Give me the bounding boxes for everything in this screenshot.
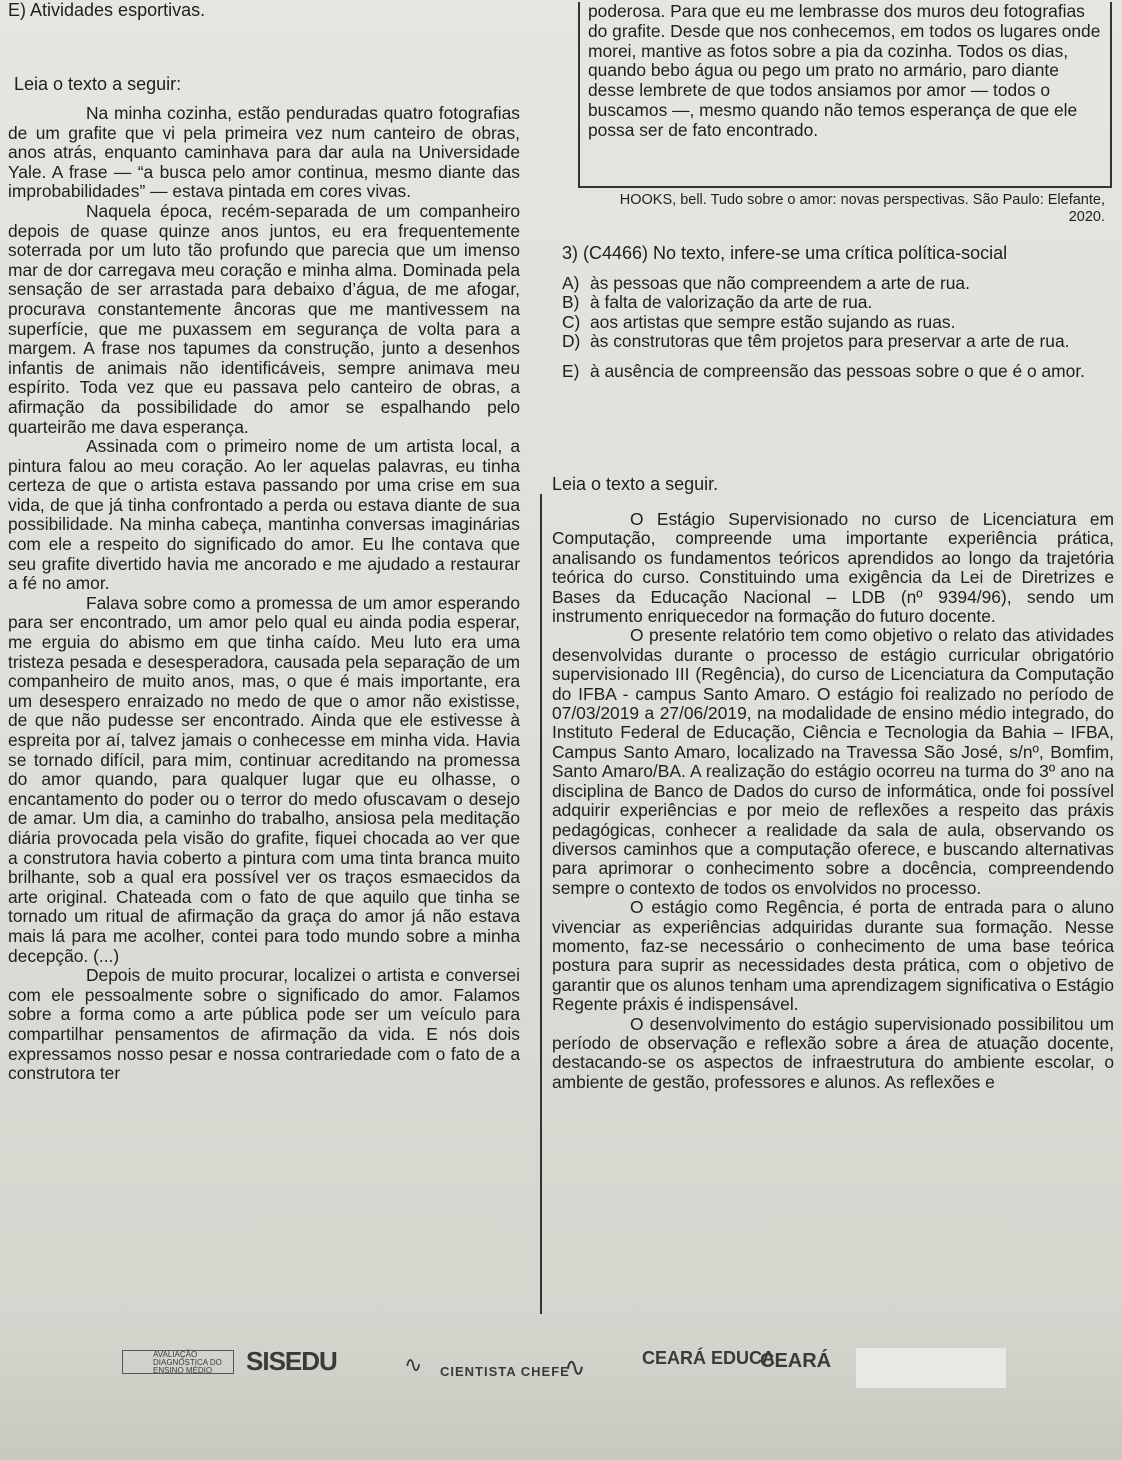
passage-right — [552, 510, 1114, 1092]
option-e[interactable]: E) à ausência de compreensão das pessoas sobre o que é o amor. — [562, 360, 1085, 381]
white-strip — [856, 1348, 1006, 1388]
question-stem: 3) (C4466) No texto, infere-se uma crítica política-social — [562, 243, 1008, 263]
citation: HOOKS, bell. Tudo sobre o amor: novas perspectivas. São Paulo: Elefante, 2020. — [619, 192, 1105, 225]
footer-logos — [0, 1340, 1122, 1460]
paragraph: Assinada com o primeiro nome de um artista local, a pintura falou ao meu coração. Ao ler aquelas palavras, eu tinha certeza de que o artista estava passando por uma crise em sua vida, de que já tinha confrontado a perda ou estava diante de sua possibilidade. Na minha cabeça, mantinha conversas imaginárias com ele a respeito do significado do amor. Eu lhe contava que seu grafite divertido havia me ancorado e me ajudado a restaurar a fé no amor. — [8, 436, 520, 594]
option-d[interactable]: D) às construtoras que têm projetos para preservar a arte de rua. — [562, 331, 1070, 352]
text-continuation-box — [578, 2, 1112, 188]
option-b[interactable]: B) à falta de valorização da arte de rua. — [562, 292, 873, 313]
paragraph: Depois de muito procurar, localizei o artista e conversei com ele pessoalmente sobre o significado do amor. Falamos sobre a forma como a arte pública pode ser um veículo para compartilhar pensamentos de afirmação da vida. E nós dois expressamos nosso pesar e nossa contrariedade com o fato de a construtora ter — [8, 965, 520, 1084]
wifi-icon: ∿ — [404, 1352, 423, 1377]
ceara-government-logo: CEARÁ — [760, 1350, 832, 1372]
paragraph: O presente relatório tem como objetivo o relato das atividades desenvolvidas durante o processo de estágio curricular obrigatório supervisionado III (Regência), do curso de Licenciatura da Computação do IFBA - campus Santo Amaro. O estágio foi realizado no período de 07/03/2019 a 27/06/2019, na modalidade de ensino médio integrado, do Instituto Federal de Educação, Ciência e Tecnologia da Bahia – IFBA, Campus Santo Amaro, localizado na Travessa São José, s/nº, Bomfim, Santo Amaro/BA. A realização do estágio ocorreu na turma do 3º ano na disciplina de Banco de Dados do curso de informática, onde foi possível adquirir experiências e por meio de reflexões a respeito das práxis pedagógicas, conhecer a realidade da sala de aula, observando os diversos caminhos que a computação oferece, e buscando alternativas para aprimorar o conhecimento sobre a docência, compreendendo sempre o contexto de todos os envolvidos no processo. — [552, 625, 1114, 898]
paragraph: O estágio como Regência, é porta de entrada para o aluno vivenciar as experiências adquiridas durante sua formação. Nesse momento, faz-se necessário o conhecimento de uma base teórica postura para suprir as necessidades desta prática, com o objetivo de garantir que os alunos tenham uma aprendizagem significativa o Estágio Regente práxis é indispensável. — [552, 897, 1114, 1015]
text-continuation: poderosa. Para que eu me lembrasse dos muros deu fotografias do grafite. Desde que nos conhecemos, em todos os lugares onde morei, mantive as fotos sobre a pia da cozinha. Todos os dias, quando bebo água ou pego um prato no armário, paro diante desse lembrete de que todos ansiamos por amor — todos o buscamos —, mesmo quando não temos esperança de que ele possa ser de fato encontrado. — [588, 1, 1101, 140]
paragraph: Na minha cozinha, estão penduradas quatro fotografias de um grafite que vi pela primeira vez num canteiro de obras, anos atrás, enquanto caminhava para dar aula na Universidade Yale. A frase — “a busca pelo amor continua, mesmo diante das improbabilidades” — estava pintada em cores vivas. — [8, 103, 520, 202]
paragraph: Naquela época, recém-separada de um companheiro depois de quase quinze anos juntos, eu era frequentemente soterrada por um luto tão profundo que parecia que um imenso mar de dor carregava meu coração e minha alma. Dominada pela sensação de ser arrastada para debaixo d’água, de me afogar, procurava constantemente âncoras que me mantivessem na superfície, que me puxassem em segurança de volta para a margem. A frase nos tapumes da construção, junto a desenhos infantis de animais não identificáveis, sempre animava meu espírito. Toda vez que eu passava pelo canteiro de obras, a afirmação da possibilidade do amor se espalhando pelo quarteirão me dava esperança. — [8, 200, 520, 437]
read-text-label-2: Leia o texto a seguir. — [552, 474, 719, 494]
passage-left — [8, 104, 520, 1084]
paragraph: O Estágio Supervisionado no curso de Licenciatura em Computação, compreende uma importante experiência prática, analisando os fundamentos teóricos aprendidos ao longo da trajetória teórica do curso. Constituindo uma exigência da Lei de Diretrizes e Bases da Educação Nacional – LDB (nº 9394/96), sendo um instrumento enriquecedor na formação do futuro docente. — [552, 509, 1114, 627]
question-3 — [562, 244, 1112, 382]
option-e-previous: E) Atividades esportivas. — [8, 0, 206, 20]
paragraph: O desenvolvimento do estágio supervisionado possibilitou um período de observação e reflexão sobre a área de atuação docente, destacando-se os aspectos de infraestrutura do ambiente escolar, o ambiente de gestão, professores e alunos. As reflexões e — [552, 1013, 1114, 1092]
read-text-label: Leia o texto a seguir: — [14, 74, 182, 94]
paragraph: Falava sobre como a promessa de um amor esperando para ser encontrado, um amor pelo qual eu ainda podia esperar, me erguia do abismo em que tinha caído. Meu luto era uma tristeza pesada e desesperadora, causada pela separação de um companheiro de muito anos, mas, o que é mais importante, era um desespero enraizado no medo de que o amor não existisse, de que não pudesse ser encontrado. Ainda que ele estivesse à espreita por aí, talvez jamais o conhecesse em minha vida. Havia se tornado difícil, para mim, continuar acreditando na promessa do amor quando, para qualquer lugar que eu olhasse, o encantamento do poder ou o terror do medo ofuscavam o desejo de amar. Um dia, a caminho do trabalho, ansiosa pela meditação diária provocada pela visão do grafite, fiquei chocada ao ver que a construtora havia coberto a pintura com uma tinta branca muito brilhante, sob a qual era possível ver os traços esmaecidos da arte original. Chateada com o fato de que aquilo que tinha se tornado um ritual de afirmação da graça do amor já não estava mais lá para me acolher, contei para todo mundo sobre a minha decepção. (...) — [8, 592, 520, 966]
avaliacao-diagnostica-logo: AVALIAÇÃO DIAGNÓSTICA DO ENSINO MÉDIO — [122, 1350, 234, 1374]
ceara-educa-logo: CEARÁ EDUCA — [642, 1348, 776, 1368]
option-a[interactable]: A) às pessoas que não compreendem a arte de rua. — [562, 272, 970, 293]
sisedu-logo: SISEDU — [246, 1346, 337, 1376]
cientista-chefe-logo: CIENTISTA CHEFE — [440, 1364, 570, 1379]
option-c[interactable]: C) aos artistas que sempre estão sujando as ruas. — [562, 311, 956, 332]
signature-mark: ∿ — [564, 1352, 586, 1382]
